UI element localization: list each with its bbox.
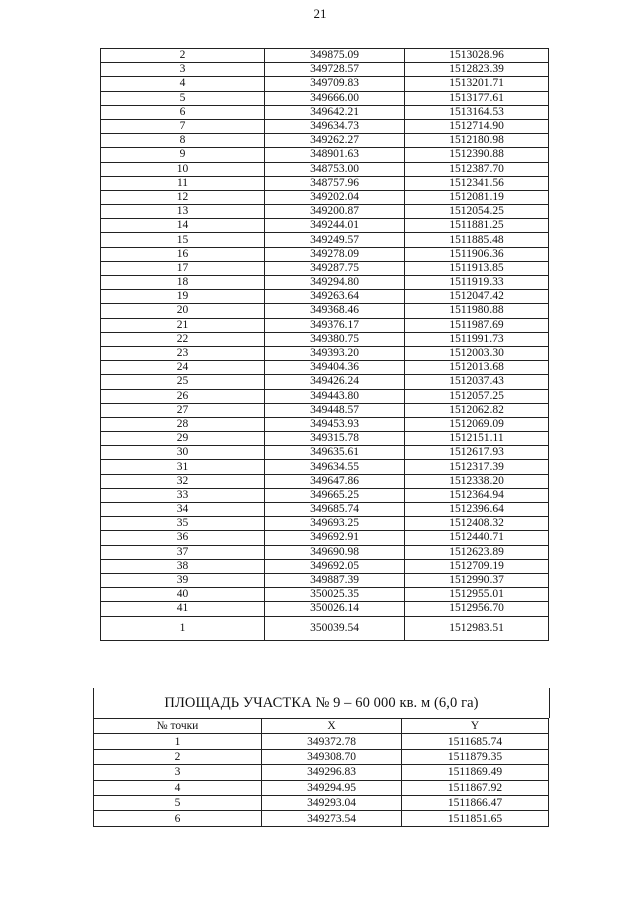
table-row: [101, 247, 549, 261]
y-coordinate: 1511685.74: [402, 734, 549, 749]
point-number: 30: [101, 446, 265, 460]
point-number: 8: [101, 134, 265, 148]
y-coordinate: 1511879.35: [402, 749, 549, 764]
y-coordinate: 1512013.68: [405, 361, 549, 375]
point-number: 1: [101, 616, 265, 640]
plot-9-area-title: ПЛОЩАДЬ УЧАСТКА № 9 – 60 000 кв. м (6,0 га): [93, 688, 550, 718]
table-row: [101, 517, 549, 531]
y-coordinate: 1512003.30: [405, 346, 549, 360]
table-row: [101, 176, 549, 190]
x-coordinate: 349287.75: [265, 261, 405, 275]
point-number: 4: [94, 780, 262, 795]
table-row: [101, 488, 549, 502]
table-row: [101, 162, 549, 176]
point-number: 5: [101, 91, 265, 105]
y-coordinate: 1512062.82: [405, 403, 549, 417]
point-number: 40: [101, 588, 265, 602]
table-row: [101, 346, 549, 360]
x-coordinate: 349244.01: [265, 219, 405, 233]
point-number: 17: [101, 261, 265, 275]
x-coordinate: 349273.54: [262, 811, 402, 826]
x-coordinate: 349294.95: [262, 780, 402, 795]
y-coordinate: 1512390.88: [405, 148, 549, 162]
x-coordinate: 349202.04: [265, 190, 405, 204]
point-number: 32: [101, 474, 265, 488]
x-coordinate: 349293.04: [262, 795, 402, 810]
point-number: 4: [101, 77, 265, 91]
point-number: 34: [101, 503, 265, 517]
x-coordinate: 349887.39: [265, 573, 405, 587]
point-number: 14: [101, 219, 265, 233]
table-row: [101, 219, 549, 233]
table-row: [101, 290, 549, 304]
point-number: 5: [94, 795, 262, 810]
y-coordinate: 1512823.39: [405, 63, 549, 77]
x-coordinate: 349263.64: [265, 290, 405, 304]
point-number: 9: [101, 148, 265, 162]
table-row: [101, 205, 549, 219]
x-coordinate: 350026.14: [265, 602, 405, 616]
y-coordinate: 1512387.70: [405, 162, 549, 176]
y-coordinate: 1513201.71: [405, 77, 549, 91]
y-coordinate: 1512338.20: [405, 474, 549, 488]
point-number: 27: [101, 403, 265, 417]
point-number: 25: [101, 375, 265, 389]
table-row: [101, 63, 549, 77]
point-number: 15: [101, 233, 265, 247]
table-row: [101, 602, 549, 616]
y-coordinate: 1511869.49: [402, 765, 549, 780]
table-row: [101, 49, 549, 63]
point-number: 38: [101, 559, 265, 573]
point-number: 41: [101, 602, 265, 616]
point-number: 35: [101, 517, 265, 531]
table-row: [101, 318, 549, 332]
x-coordinate: 349315.78: [265, 432, 405, 446]
point-number: 3: [101, 63, 265, 77]
y-coordinate: 1511987.69: [405, 318, 549, 332]
table-row: [101, 446, 549, 460]
page-number: 21: [313, 6, 327, 21]
x-coordinate: 349635.61: [265, 446, 405, 460]
table-row: [101, 417, 549, 431]
point-number: 6: [94, 811, 262, 826]
y-coordinate: 1512069.09: [405, 417, 549, 431]
x-coordinate: 349634.55: [265, 460, 405, 474]
y-coordinate: 1512990.37: [405, 573, 549, 587]
x-coordinate: 349642.21: [265, 105, 405, 119]
table-row: [101, 545, 549, 559]
x-coordinate: 349692.05: [265, 559, 405, 573]
y-coordinate: 1511851.65: [402, 811, 549, 826]
coordinates-table-continued: [100, 48, 549, 641]
table-row: [101, 119, 549, 133]
point-number: 12: [101, 190, 265, 204]
point-number: 26: [101, 389, 265, 403]
y-coordinate: 1512440.71: [405, 531, 549, 545]
table-row: [101, 403, 549, 417]
x-coordinate: 349368.46: [265, 304, 405, 318]
table-row: [101, 375, 549, 389]
point-number: 28: [101, 417, 265, 431]
x-coordinate: 349294.80: [265, 276, 405, 290]
point-number: 23: [101, 346, 265, 360]
table-row: [101, 432, 549, 446]
point-number: 10: [101, 162, 265, 176]
x-coordinate: 349709.83: [265, 77, 405, 91]
y-coordinate: 1511867.92: [402, 780, 549, 795]
table-row: [94, 780, 549, 795]
y-coordinate: 1512047.42: [405, 290, 549, 304]
x-coordinate: 349685.74: [265, 503, 405, 517]
point-number: 11: [101, 176, 265, 190]
header-x: X: [262, 719, 402, 734]
table-row: [101, 573, 549, 587]
point-number: 33: [101, 488, 265, 502]
table-row: [101, 105, 549, 119]
table-row: [101, 91, 549, 105]
y-coordinate: 1513164.53: [405, 105, 549, 119]
table-row: [101, 276, 549, 290]
y-coordinate: 1512037.43: [405, 375, 549, 389]
x-coordinate: 349278.09: [265, 247, 405, 261]
x-coordinate: 350025.35: [265, 588, 405, 602]
y-coordinate: 1511913.85: [405, 261, 549, 275]
point-number: 18: [101, 276, 265, 290]
y-coordinate: 1513028.96: [405, 49, 549, 63]
point-number: 1: [94, 734, 262, 749]
x-coordinate: 349249.57: [265, 233, 405, 247]
x-coordinate: 349393.20: [265, 346, 405, 360]
table-row: [101, 233, 549, 247]
x-coordinate: 349665.25: [265, 488, 405, 502]
y-coordinate: 1512054.25: [405, 205, 549, 219]
point-number: 7: [101, 119, 265, 133]
point-number: 3: [94, 765, 262, 780]
x-coordinate: 348901.63: [265, 148, 405, 162]
x-coordinate: 349647.86: [265, 474, 405, 488]
point-number: 39: [101, 573, 265, 587]
y-coordinate: 1512317.39: [405, 460, 549, 474]
y-coordinate: 1512623.89: [405, 545, 549, 559]
table-row: [101, 361, 549, 375]
y-coordinate: 1511881.25: [405, 219, 549, 233]
y-coordinate: 1512057.25: [405, 389, 549, 403]
point-number: 22: [101, 332, 265, 346]
y-coordinate: 1511919.33: [405, 276, 549, 290]
point-number: 24: [101, 361, 265, 375]
x-coordinate: 348753.00: [265, 162, 405, 176]
y-coordinate: 1512714.90: [405, 119, 549, 133]
header-point-number: № точки: [94, 719, 262, 734]
x-coordinate: 349692.91: [265, 531, 405, 545]
x-coordinate: 349404.36: [265, 361, 405, 375]
point-number: 20: [101, 304, 265, 318]
x-coordinate: 349426.24: [265, 375, 405, 389]
y-coordinate: 1512364.94: [405, 488, 549, 502]
table-row: [101, 460, 549, 474]
y-coordinate: 1512341.56: [405, 176, 549, 190]
table-row: [94, 734, 549, 749]
y-coordinate: 1512956.70: [405, 602, 549, 616]
table-row: [101, 531, 549, 545]
y-coordinate: 1512396.64: [405, 503, 549, 517]
table-row: [94, 765, 549, 780]
x-coordinate: 349308.70: [262, 749, 402, 764]
table-row: [101, 134, 549, 148]
y-coordinate: 1512151.11: [405, 432, 549, 446]
point-number: 37: [101, 545, 265, 559]
x-coordinate: 349380.75: [265, 332, 405, 346]
table-row: [101, 190, 549, 204]
x-coordinate: 349376.17: [265, 318, 405, 332]
plot-9-coordinates-table: [93, 718, 549, 827]
table-row: [101, 616, 549, 640]
x-coordinate: 348757.96: [265, 176, 405, 190]
point-number: 16: [101, 247, 265, 261]
table-row: [101, 474, 549, 488]
table-row: [94, 795, 549, 810]
y-coordinate: 1511980.88: [405, 304, 549, 318]
point-number: 19: [101, 290, 265, 304]
y-coordinate: 1511906.36: [405, 247, 549, 261]
point-number: 21: [101, 318, 265, 332]
x-coordinate: 349693.25: [265, 517, 405, 531]
point-number: 2: [101, 49, 265, 63]
x-coordinate: 349296.83: [262, 765, 402, 780]
y-coordinate: 1511885.48: [405, 233, 549, 247]
point-number: 29: [101, 432, 265, 446]
point-number: 2: [94, 749, 262, 764]
y-coordinate: 1513177.61: [405, 91, 549, 105]
x-coordinate: 349690.98: [265, 545, 405, 559]
x-coordinate: 349875.09: [265, 49, 405, 63]
table-row: [101, 304, 549, 318]
point-number: 13: [101, 205, 265, 219]
x-coordinate: 349443.80: [265, 389, 405, 403]
x-coordinate: 349372.78: [262, 734, 402, 749]
point-number: 36: [101, 531, 265, 545]
x-coordinate: 349262.27: [265, 134, 405, 148]
x-coordinate: 349634.73: [265, 119, 405, 133]
table-row: [94, 749, 549, 764]
table-row: [101, 559, 549, 573]
table-row: [101, 332, 549, 346]
x-coordinate: 349453.93: [265, 417, 405, 431]
y-coordinate: 1512081.19: [405, 190, 549, 204]
table-row: [101, 148, 549, 162]
x-coordinate: 349200.87: [265, 205, 405, 219]
y-coordinate: 1512955.01: [405, 588, 549, 602]
y-coordinate: 1511866.47: [402, 795, 549, 810]
y-coordinate: 1512709.19: [405, 559, 549, 573]
y-coordinate: 1512180.98: [405, 134, 549, 148]
x-coordinate: 349666.00: [265, 91, 405, 105]
table-row: [101, 503, 549, 517]
x-coordinate: 349728.57: [265, 63, 405, 77]
header-y: Y: [402, 719, 549, 734]
table-row: [101, 77, 549, 91]
y-coordinate: 1512983.51: [405, 616, 549, 640]
x-coordinate: 350039.54: [265, 616, 405, 640]
y-coordinate: 1512408.32: [405, 517, 549, 531]
y-coordinate: 1511991.73: [405, 332, 549, 346]
table-row: [101, 261, 549, 275]
point-number: 31: [101, 460, 265, 474]
table-row: [101, 389, 549, 403]
point-number: 6: [101, 105, 265, 119]
x-coordinate: 349448.57: [265, 403, 405, 417]
table-row: [101, 588, 549, 602]
table-header-row: [94, 719, 549, 734]
y-coordinate: 1512617.93: [405, 446, 549, 460]
table-row: [94, 811, 549, 826]
